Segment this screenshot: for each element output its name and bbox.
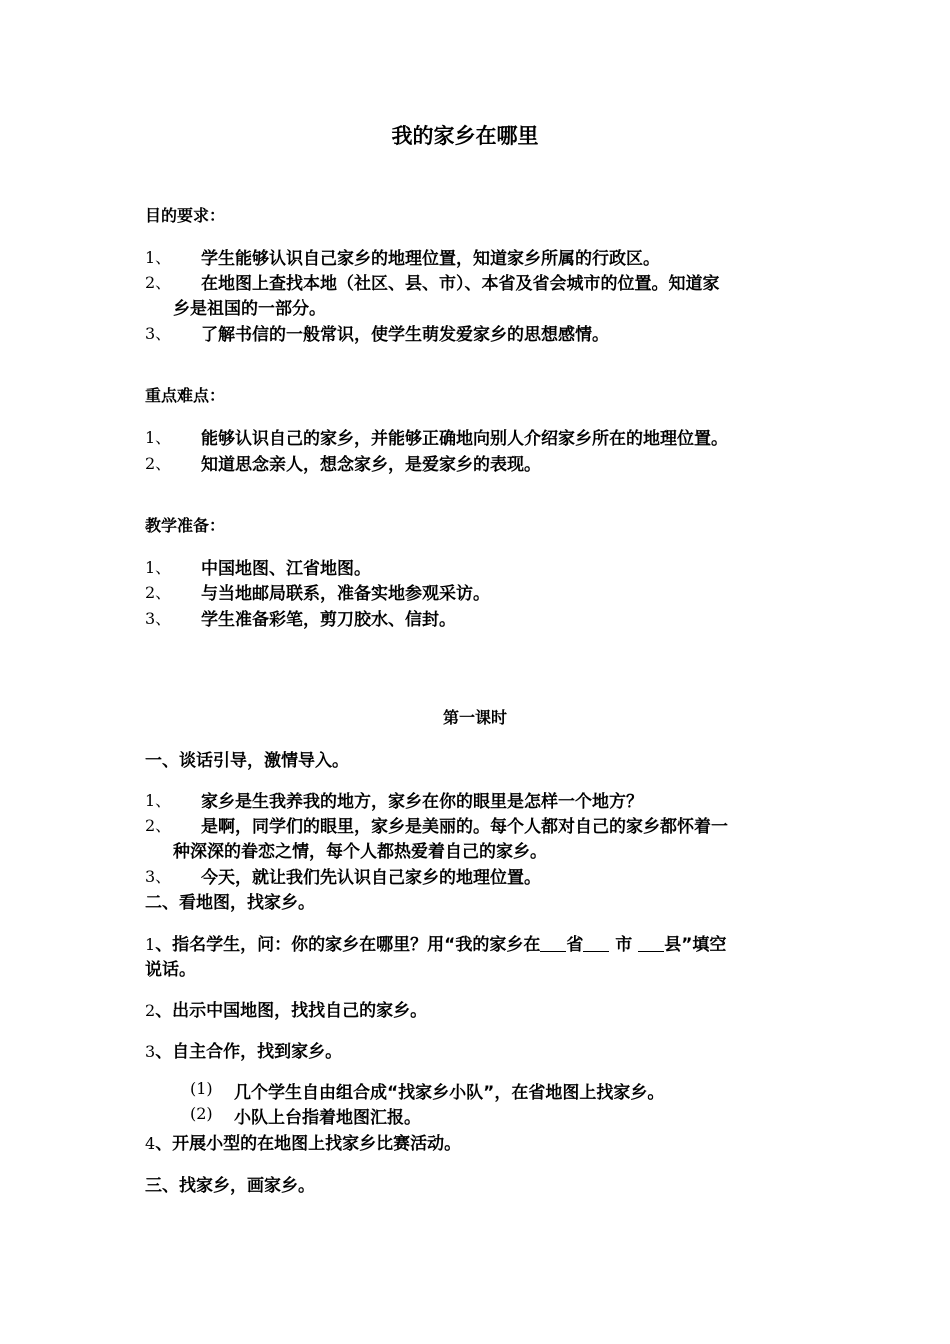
part2-sub-1-text: 几个学生自由组合成“找家乡小队”，在省地图上找家乡。 xyxy=(234,1083,665,1103)
part2-step-1-continuation: 说话。 xyxy=(145,960,196,980)
county-label: 县”填空 xyxy=(664,935,727,955)
key-point-2-number: 2、 xyxy=(145,454,172,473)
part2-step-3 xyxy=(145,1037,342,1062)
part2-step-1-number: 1 xyxy=(145,935,156,954)
preparation-2-text: 与当地邮局联系，准备实地参观采访。 xyxy=(201,584,490,604)
preparation-1-number: 1、 xyxy=(145,558,172,577)
part2-step-1-text: 、指名学生，问：你的家乡在哪里？用“我的家乡在 xyxy=(155,935,541,955)
preparation-3-text: 学生准备彩笔，剪刀胶水、信封。 xyxy=(201,610,456,630)
objective-1-number: 1、 xyxy=(145,248,172,267)
part2-step-1 xyxy=(145,930,726,955)
key-point-2-text: 知道思念亲人，想念家乡，是爱家乡的表现。 xyxy=(201,455,541,475)
part2-sub-2-text: 小队上台指着地图汇报。 xyxy=(234,1108,421,1128)
part2-heading: 二、看地图，找家乡。 xyxy=(145,893,315,913)
part1-item-3-text: 今天，就让我们先认识自己家乡的地理位置。 xyxy=(201,868,541,888)
part2-step-2-number: 2 xyxy=(145,1001,156,1020)
part1-item-3-number: 3、 xyxy=(145,867,172,886)
part1-item-1-text: 家乡是生我养我的地方，家乡在你的眼里是怎样一个地方？ xyxy=(201,792,643,812)
lesson-title: 第一课时 xyxy=(442,708,507,727)
blank-line xyxy=(638,935,664,952)
part2-sub-2-number: (2) xyxy=(190,1104,213,1123)
blank-line xyxy=(583,935,609,952)
objectives-heading: 目的要求： xyxy=(145,206,226,225)
part1-item-2-number: 2、 xyxy=(145,816,172,835)
part1-item-2-continuation: 种深深的眷恋之情，每个人都热爱着自己的家乡。 xyxy=(173,842,547,862)
objective-2-text: 在地图上查找本地（社区、县、市）、本省及省会城市的位置。知道家 xyxy=(201,274,720,294)
part2-step-3-number: 3 xyxy=(145,1042,156,1061)
objective-3-text: 了解书信的一般常识，使学生萌发爱家乡的思想感情。 xyxy=(201,325,609,345)
part1-item-1-number: 1、 xyxy=(145,791,172,810)
preparation-1-text: 中国地图、江省地图。 xyxy=(201,559,371,579)
key-points-heading: 重点难点： xyxy=(145,386,226,405)
part1-heading: 一、谈话引导，激情导入。 xyxy=(145,751,349,771)
key-point-1-text: 能够认识自己的家乡，并能够正确地向别人介绍家乡所在的地理位置。 xyxy=(201,429,728,449)
part2-step-4 xyxy=(145,1129,461,1154)
objective-2-continuation: 乡是祖国的一部分。 xyxy=(173,299,326,319)
preparation-2-number: 2、 xyxy=(145,583,172,602)
part2-step-4-number: 4 xyxy=(145,1134,156,1153)
part1-item-2-text: 是啊，同学们的眼里，家乡是美丽的。每个人都对自己的家乡都怀着一 xyxy=(201,817,728,837)
objective-3-number: 3、 xyxy=(145,324,172,343)
preparation-heading: 教学准备： xyxy=(145,516,226,535)
part2-step-4-text: 、开展小型的在地图上找家乡比赛活动。 xyxy=(155,1134,462,1154)
objective-2-number: 2、 xyxy=(145,273,172,292)
city-label: 市 xyxy=(615,935,633,955)
key-point-1-number: 1、 xyxy=(145,428,172,447)
part3-heading: 三、找家乡，画家乡。 xyxy=(145,1176,315,1196)
objective-1-text: 学生能够认识自己家乡的地理位置，知道家乡所属的行政区。 xyxy=(201,249,660,269)
part2-step-3-text: 、自主合作，找到家乡。 xyxy=(155,1042,343,1062)
blank-line xyxy=(540,935,566,952)
part2-step-2 xyxy=(145,996,427,1021)
preparation-3-number: 3、 xyxy=(145,609,172,628)
page-title: 我的家乡在哪里 xyxy=(391,124,539,148)
part2-step-2-text: 、出示中国地图，找找自己的家乡。 xyxy=(155,1001,428,1021)
part2-sub-1-number: (1) xyxy=(190,1079,213,1098)
province-label: 省 xyxy=(566,935,584,955)
